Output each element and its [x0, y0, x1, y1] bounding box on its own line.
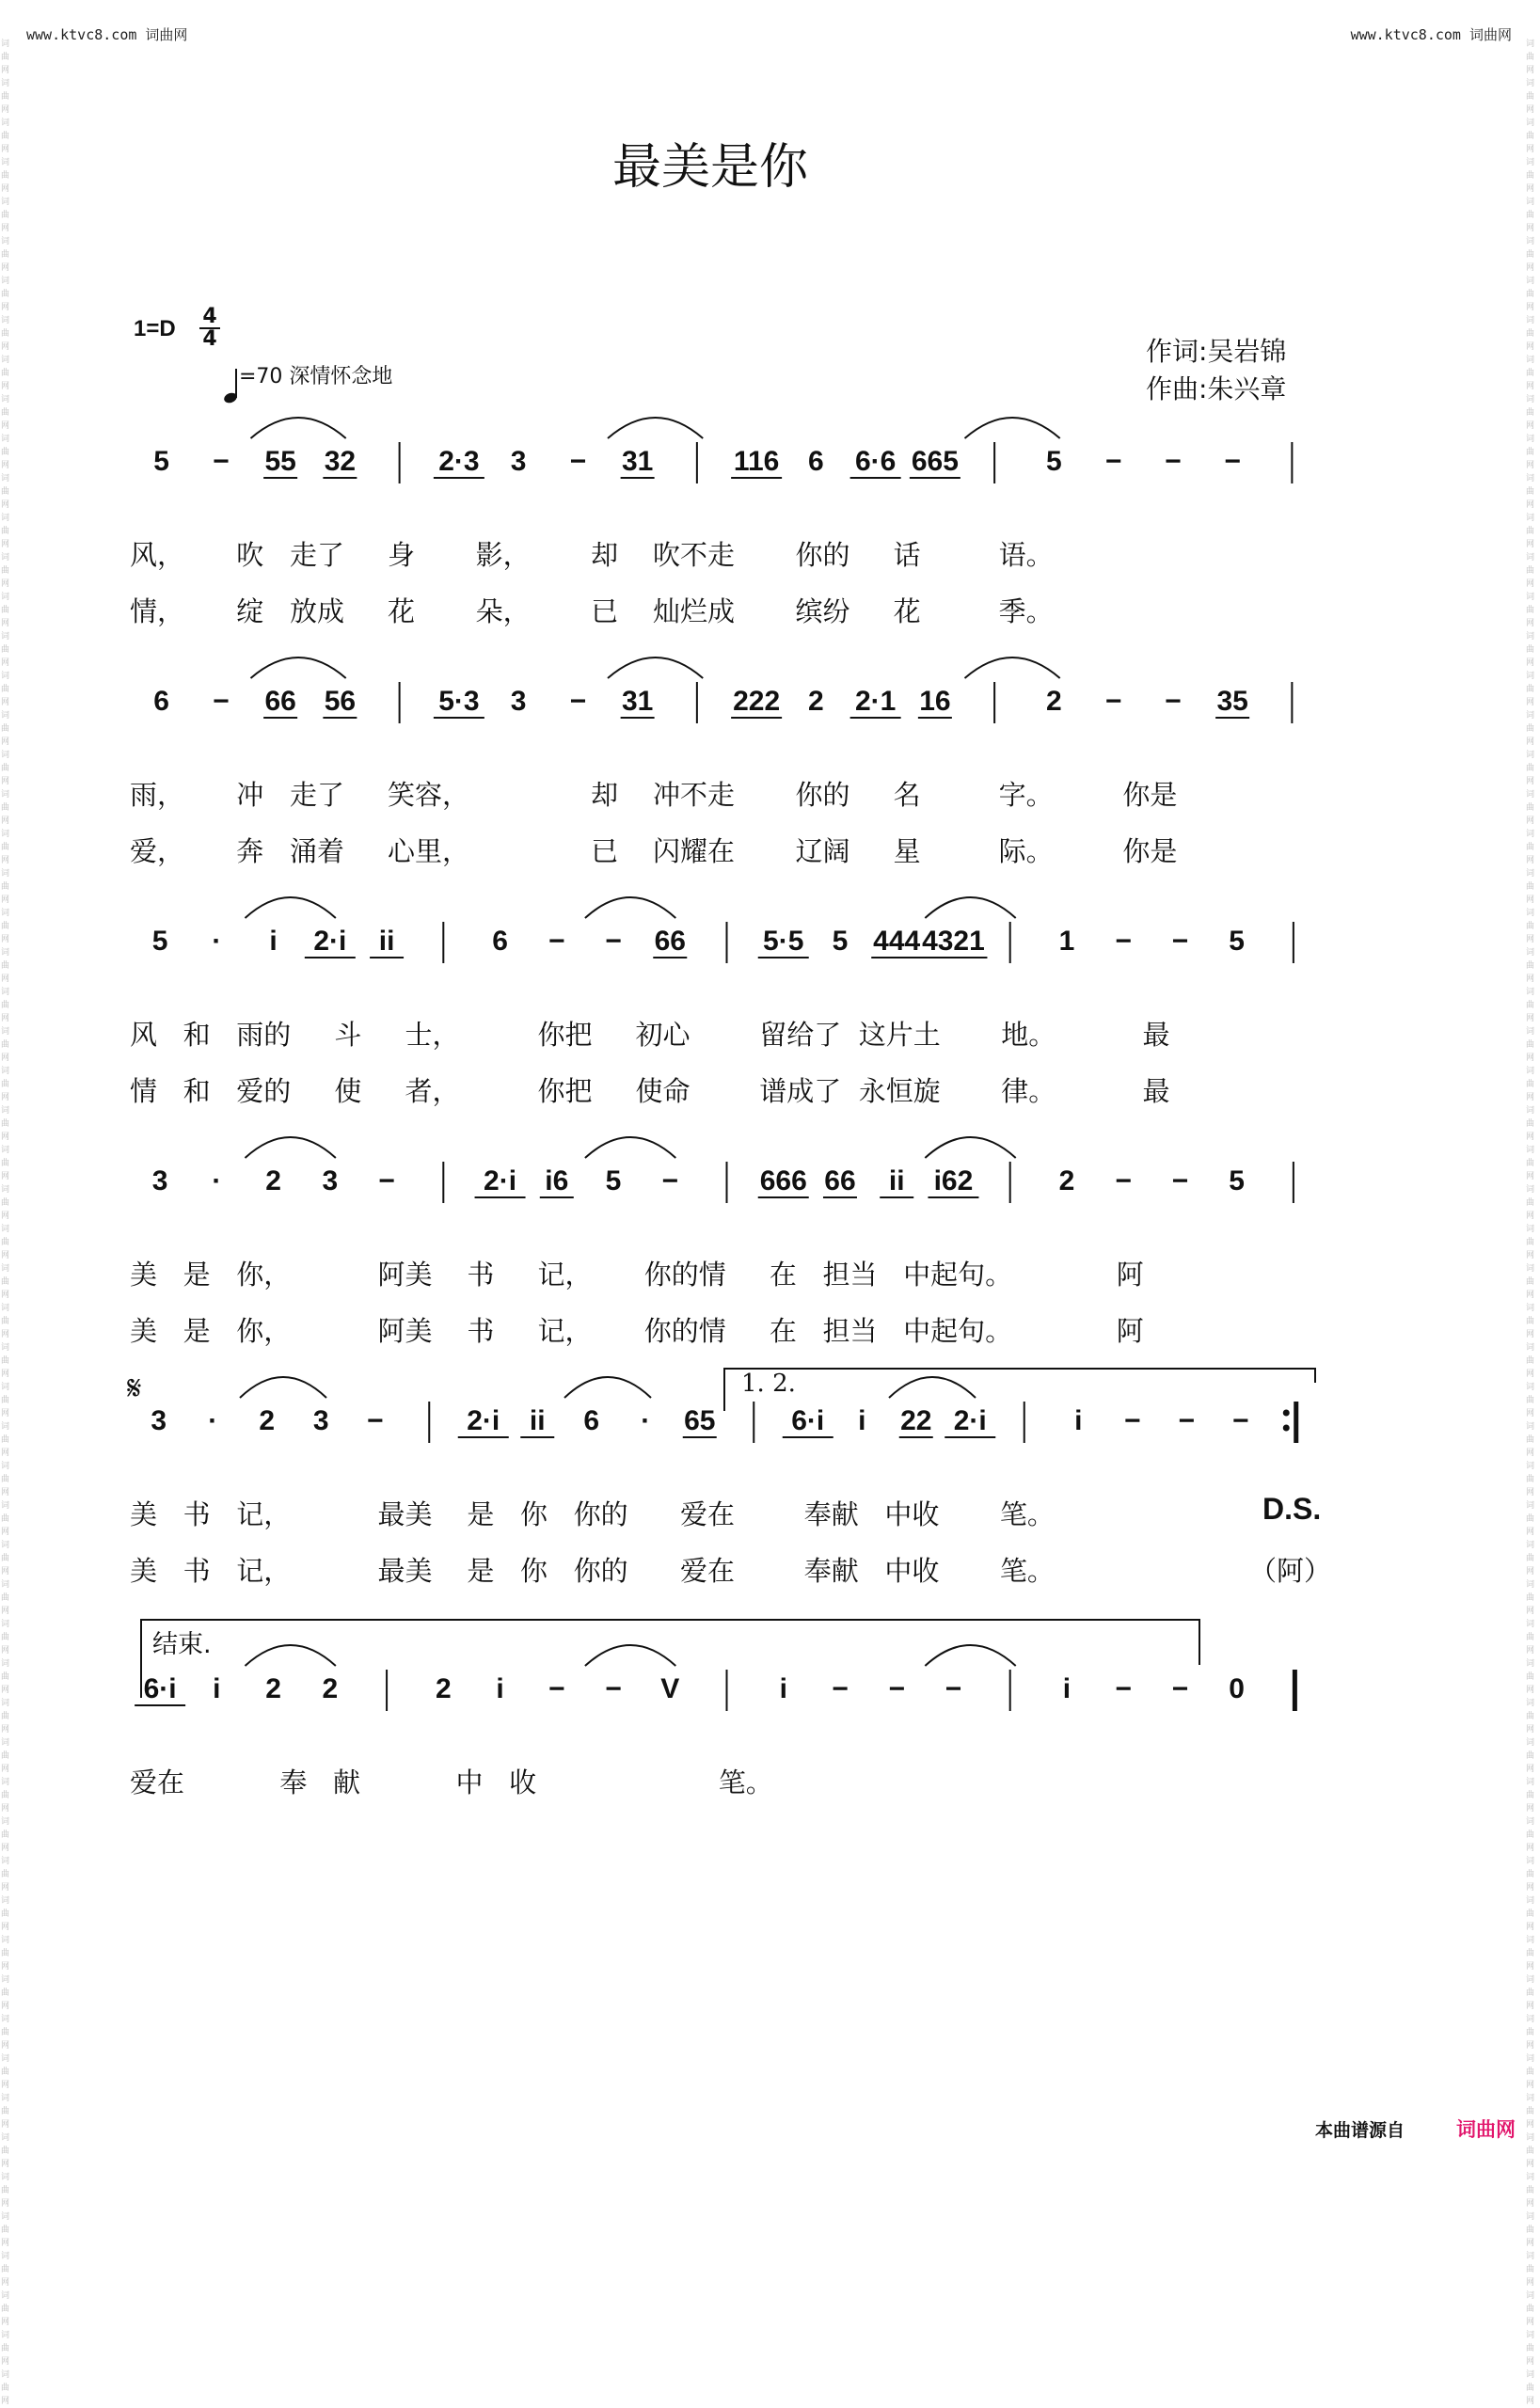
note-token: − [945, 1673, 962, 1704]
note-token: 2·i [953, 1405, 987, 1436]
barline [993, 682, 995, 723]
note-token: − [366, 1405, 384, 1436]
barline [696, 682, 698, 723]
slur [925, 1645, 1015, 1666]
note-token: 66 [654, 926, 686, 957]
note-token: · [208, 1405, 218, 1436]
note-token: i [1074, 1405, 1083, 1436]
repeat-dot [1283, 1410, 1289, 1416]
note-token: ii [378, 926, 395, 957]
footer-source: 本曲谱源自 [1315, 2120, 1405, 2141]
note-token: 222 [733, 686, 781, 717]
lyric-line-3a: 风 和 雨的 斗 士， 你把 初心 留给了 这片土 地。 最 [130, 1019, 1170, 1051]
barline [993, 442, 995, 483]
note-token: ii [888, 1165, 905, 1196]
note-token: − [213, 686, 230, 717]
note-token: − [1231, 1405, 1249, 1436]
note-token: 66 [824, 1165, 856, 1196]
time-sig-top: 4 [202, 305, 217, 328]
note-token: 5 [1046, 446, 1062, 477]
ds-marking: D.S. [1262, 1492, 1322, 1526]
note-token: 6 [583, 1405, 600, 1436]
note-token: − [1115, 1673, 1132, 1704]
note-token: 2 [259, 1405, 276, 1436]
barline [386, 1670, 388, 1711]
key-signature: 1=D [134, 316, 176, 341]
lyricist-credit: 作词:吴岩锦 [1146, 336, 1287, 367]
slur [585, 897, 675, 918]
slur [245, 1645, 335, 1666]
note-token: 2·i [313, 926, 347, 957]
note-token: − [1104, 686, 1122, 717]
header-right-url: www.ktvc8.com 词曲网 [1350, 26, 1512, 43]
composer-credit: 作曲:朱兴章 [1146, 373, 1287, 404]
note-token: − [1123, 1405, 1141, 1436]
note-token: 2 [435, 1673, 452, 1704]
barline [753, 1402, 754, 1443]
lyric-line-1a: 风， 吹 走了 身 影， 却 吹不走 你的 话 语。 [130, 539, 1054, 571]
note-token: 55 [264, 446, 296, 477]
volta-ending: 结束. [152, 1630, 212, 1659]
header-left-url: www.ktvc8.com 词曲网 [26, 26, 188, 43]
note-token: − [569, 446, 587, 477]
note-token: 3 [312, 1405, 329, 1436]
note-token: 5·3 [438, 686, 480, 717]
note-token: i [1062, 1673, 1072, 1704]
lyric-line-1b: 情， 绽 放成 花 朵， 已 灿烂成 缤纷 花 季。 [130, 595, 1054, 627]
note-token: 31 [621, 446, 654, 477]
note-token: 3 [510, 686, 527, 717]
note-token: 6 [492, 926, 508, 957]
barline [726, 922, 728, 963]
alt-lyric: （阿） [1249, 1555, 1332, 1587]
note-token: i [269, 926, 278, 957]
barline [1293, 1162, 1294, 1203]
note-token: − [661, 1165, 679, 1196]
note-token: 6·i [791, 1405, 825, 1436]
note-token: 1 [1058, 926, 1075, 957]
note-token: 31 [621, 686, 654, 717]
footer-brand: 词曲网 [1456, 2118, 1516, 2141]
barline [1024, 1402, 1025, 1443]
note-token: 116 [733, 446, 780, 477]
note-token: 5·5 [763, 926, 804, 957]
note-token: − [1171, 1165, 1189, 1196]
note-token: 6·6 [854, 446, 897, 477]
note-token: − [1165, 446, 1182, 477]
note-token: 5 [605, 1165, 622, 1196]
note-token: i [496, 1673, 504, 1704]
song-title: 最美是你 [611, 139, 808, 196]
barline [442, 922, 444, 963]
slur [585, 1137, 675, 1158]
note-token: 35 [1216, 686, 1248, 717]
lyric-line-3b: 情 和 爱的 使 者， 你把 使命 谱成了 永恒旋 律。 最 [130, 1075, 1170, 1107]
note-token: − [605, 926, 622, 957]
lyric-line-5a: 美 书 记， 最美 是 你 你的 爱在 奉献 中收 笔。 [130, 1498, 1055, 1530]
barline [696, 442, 698, 483]
edge-watermark-left: 词曲网 词曲网 词曲网 词曲网 词曲网 词曲网 词曲网 词曲网 词曲网 词曲网 词曲网 词曲网 词曲网 词曲网 词曲网 词曲网 词曲网 词曲网 词曲网 词曲网 词曲网 词曲网 词曲网 词曲网 词曲网 词曲网 词曲网 词曲网 词曲网 词曲网 词曲网 词曲网 词曲网 词曲网 词曲网 词曲网 词曲网 词曲网 词曲网 词曲网 词曲网 词曲网 词曲网 词曲网 词曲网 词曲网 词曲网 词曲网 词曲网 词曲网 词曲网 词曲网 词曲网 词曲网 词曲网 词曲网 词曲网 词曲网 词曲网 词曲网 [1, 40, 10, 2406]
note-token: 4321 [922, 926, 985, 957]
lyric-line-6: 爱在 奉 献 中 收 笔。 [130, 1766, 773, 1798]
barline [1009, 922, 1011, 963]
lyric-line-4a: 美 是 你， 阿美 书 记， 你的情 在 担当 中起句。 阿 [130, 1259, 1144, 1291]
note-token: − [1171, 1673, 1189, 1704]
note-token: 5 [1229, 926, 1245, 957]
note-token: − [548, 926, 565, 957]
slur [251, 418, 346, 438]
barline [442, 1162, 444, 1203]
note-token: 0 [1229, 1673, 1245, 1704]
note-token: − [605, 1673, 622, 1704]
note-token: 6 [808, 446, 824, 477]
note-token: 3 [151, 1405, 167, 1436]
note-token: − [1115, 926, 1132, 957]
lyric-line-2b: 爱， 奔 涌着 心里， 已 闪耀在 辽阔 星 际。 你是 [130, 835, 1178, 867]
note-token: i [779, 1673, 787, 1704]
barline [1291, 682, 1293, 723]
note-token: 65 [684, 1405, 716, 1436]
note-token: − [213, 446, 230, 477]
slur [925, 1137, 1015, 1158]
note-token: · [641, 1405, 651, 1436]
repeat-dot [1283, 1425, 1289, 1431]
note-token: 3 [510, 446, 527, 477]
note-token: − [548, 1673, 565, 1704]
note-token: 2·1 [854, 686, 897, 717]
note-token: V [660, 1673, 680, 1704]
note-token: 2·i [484, 1165, 517, 1196]
note-token: − [1115, 1165, 1132, 1196]
barline [726, 1162, 728, 1203]
slur [608, 657, 703, 678]
note-token: 66 [264, 686, 296, 717]
note-token: i [858, 1405, 866, 1436]
note-token: − [1165, 686, 1182, 717]
note-token: 2 [1046, 686, 1062, 717]
slur [245, 897, 335, 918]
note-token: 6·i [143, 1673, 177, 1704]
note-token: 32 [324, 446, 357, 477]
note-token: i6 [545, 1165, 569, 1196]
note-token: − [888, 1673, 905, 1704]
slur [608, 418, 703, 438]
note-token: i62 [933, 1165, 974, 1196]
note-token: 6 [153, 686, 169, 717]
note-token: 666 [759, 1165, 807, 1196]
barline [1293, 922, 1294, 963]
slur [965, 418, 1060, 438]
note-token: 5 [1229, 1165, 1245, 1196]
note-token: 5 [151, 926, 168, 957]
barline [726, 1670, 728, 1711]
note-token: − [832, 1673, 849, 1704]
barline [399, 682, 401, 723]
note-token: 665 [911, 446, 959, 477]
barline [399, 442, 401, 483]
barline [1009, 1670, 1011, 1711]
edge-watermark-right: 词曲网 词曲网 词曲网 词曲网 词曲网 词曲网 词曲网 词曲网 词曲网 词曲网 词曲网 词曲网 词曲网 词曲网 词曲网 词曲网 词曲网 词曲网 词曲网 词曲网 词曲网 词曲网 词曲网 词曲网 词曲网 词曲网 词曲网 词曲网 词曲网 词曲网 词曲网 词曲网 词曲网 词曲网 词曲网 词曲网 词曲网 词曲网 词曲网 词曲网 词曲网 词曲网 词曲网 词曲网 词曲网 词曲网 词曲网 词曲网 词曲网 词曲网 词曲网 词曲网 词曲网 词曲网 词曲网 词曲网 词曲网 词曲网 词曲网 词曲网 [1526, 40, 1535, 2406]
slur [889, 1377, 976, 1398]
note-token: 3 [322, 1165, 339, 1196]
volta-1-2: 1. 2. [741, 1370, 796, 1398]
note-token: i [213, 1673, 221, 1704]
note-token: · [212, 1165, 222, 1196]
note-token: − [1178, 1405, 1196, 1436]
slur [585, 1645, 675, 1666]
tempo-marking: =70 深情怀念地 [239, 365, 393, 388]
note-token: − [378, 1165, 395, 1196]
note-token: − [569, 686, 587, 717]
note-token: − [1171, 926, 1189, 957]
segno-icon: 𝄋 [127, 1370, 142, 1408]
barline [1293, 1670, 1297, 1711]
lyric-line-4b: 美 是 你， 阿美 书 记， 你的情 在 担当 中起句。 阿 [130, 1315, 1144, 1347]
note-token: 16 [919, 686, 951, 717]
barline [1009, 1162, 1011, 1203]
note-token: 2 [265, 1673, 281, 1704]
time-sig-bottom: 4 [202, 327, 217, 351]
barline [1291, 442, 1293, 483]
note-token: − [1224, 446, 1241, 477]
slur [925, 897, 1015, 918]
note-token: 2·3 [438, 446, 480, 477]
note-token: 3 [151, 1165, 168, 1196]
note-token: 444 [873, 926, 921, 957]
slur [245, 1137, 335, 1158]
note-token: 2 [1058, 1165, 1075, 1196]
note-token: 2 [322, 1673, 339, 1704]
barline [428, 1402, 430, 1443]
slur [564, 1377, 651, 1398]
note-token: 56 [324, 686, 357, 717]
slur [240, 1377, 326, 1398]
note-token: 2 [808, 686, 824, 717]
note-token: − [1104, 446, 1122, 477]
note-token: ii [529, 1405, 546, 1436]
note-token: 5 [832, 926, 849, 957]
note-token: 2·i [467, 1405, 500, 1436]
note-token: 5 [153, 446, 169, 477]
note-token: 22 [900, 1405, 932, 1436]
slur [965, 657, 1060, 678]
lyric-line-5b: 美 书 记， 最美 是 你 你的 爱在 奉献 中收 笔。 [130, 1555, 1055, 1587]
note-token: · [212, 926, 222, 957]
barline [1294, 1402, 1298, 1443]
note-token: 2 [265, 1165, 281, 1196]
lyric-line-2a: 雨， 冲 走了 笑容， 却 冲不走 你的 名 字。 你是 [130, 779, 1178, 811]
slur [251, 657, 346, 678]
